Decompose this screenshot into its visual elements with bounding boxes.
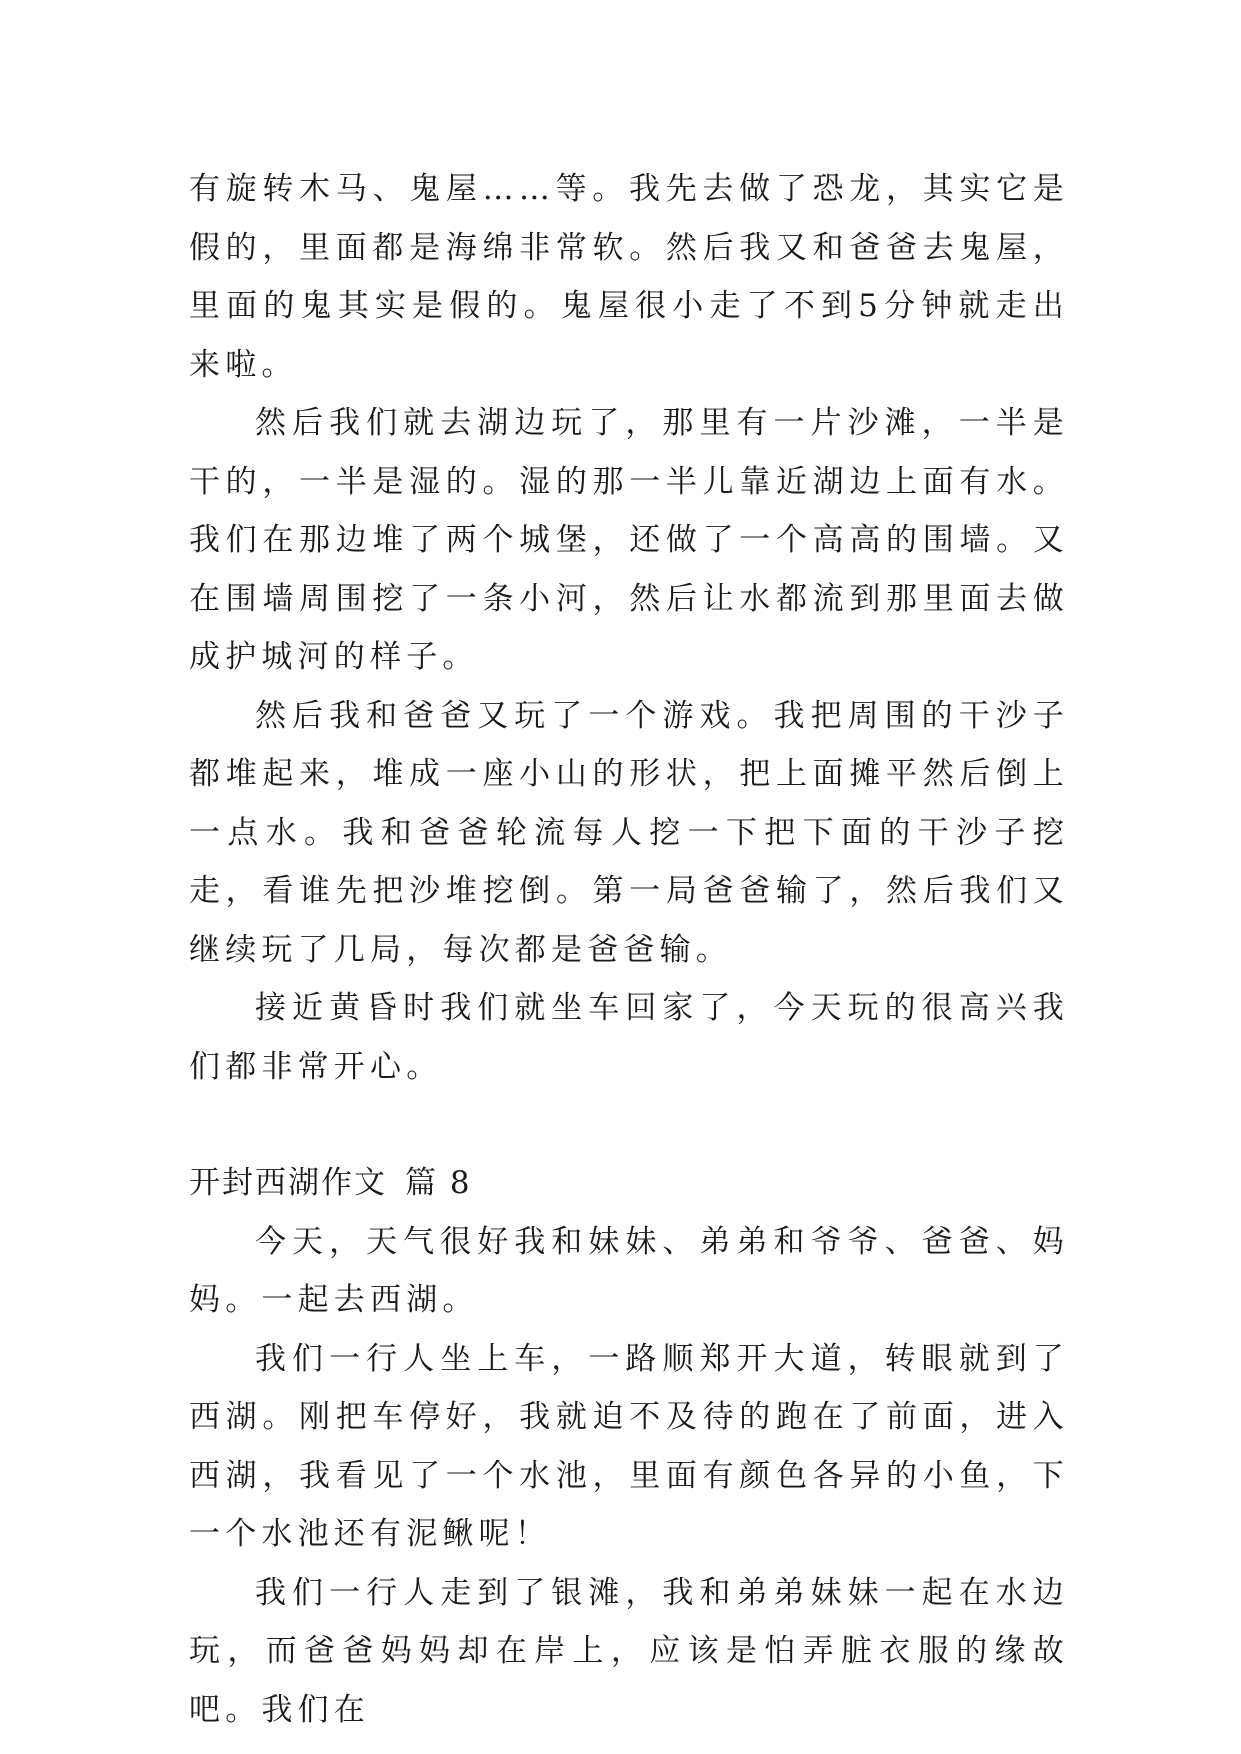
paragraph: 接近黄昏时我们就坐车回家了，今天玩的很高兴我们都非常开心。 — [189, 990, 1069, 1085]
essay-title: 开封西湖作文 — [189, 1165, 387, 1201]
paragraph: 然后我们就去湖边玩了，那里有一片沙滩，一半是干的，一半是湿的。湿的那一半儿靠近湖边上面有水。我们在那边堆了两个城堡，还做了一个高高的围墙。又在围墙周围挖了一条小河，然后让水都流到那里面去做成护城河的样子。 — [189, 405, 1069, 675]
paragraph: 我们一行人坐上车，一路顺郑开大道，转眼就到了西湖。刚把车停好，我就迫不及待的跑在了前面，进入西湖，我看见了一个水池，里面有颜色各异的小鱼，下一个水池还有泥鳅呢！ — [189, 1340, 1069, 1552]
section-spacer — [189, 1096, 1069, 1154]
paragraph: 今天，天气很好我和妹妹、弟弟和爷爷、爸爸、妈妈。一起去西湖。 — [189, 1223, 1069, 1318]
document-body — [189, 160, 1069, 1739]
essay-number: 篇 8 — [405, 1165, 472, 1201]
paragraph: 有旋转木马、鬼屋……等。我先去做了恐龙，其实它是假的，里面都是海绵非常软。然后我又和爸爸去鬼屋，里面的鬼其实是假的。鬼屋很小走了不到5分钟就走出来啦。 — [189, 171, 1069, 383]
paragraph: 然后我和爸爸又玩了一个游戏。我把周围的干沙子都堆起来，堆成一座小山的形状，把上面摊平然后倒上一点水。我和爸爸轮流每人挖一下把下面的干沙子挖走，看谁先把沙堆挖倒。第一局爸爸输了，然后我们又继续玩了几局，每次都是爸爸输。 — [189, 697, 1069, 968]
essay-heading — [189, 1154, 1069, 1213]
paragraph: 我们一行人走到了银滩，我和弟弟妹妹一起在水边玩，而爸爸妈妈却在岸上，应该是怕弄脏衣服的缘故吧。我们在 — [189, 1574, 1069, 1728]
